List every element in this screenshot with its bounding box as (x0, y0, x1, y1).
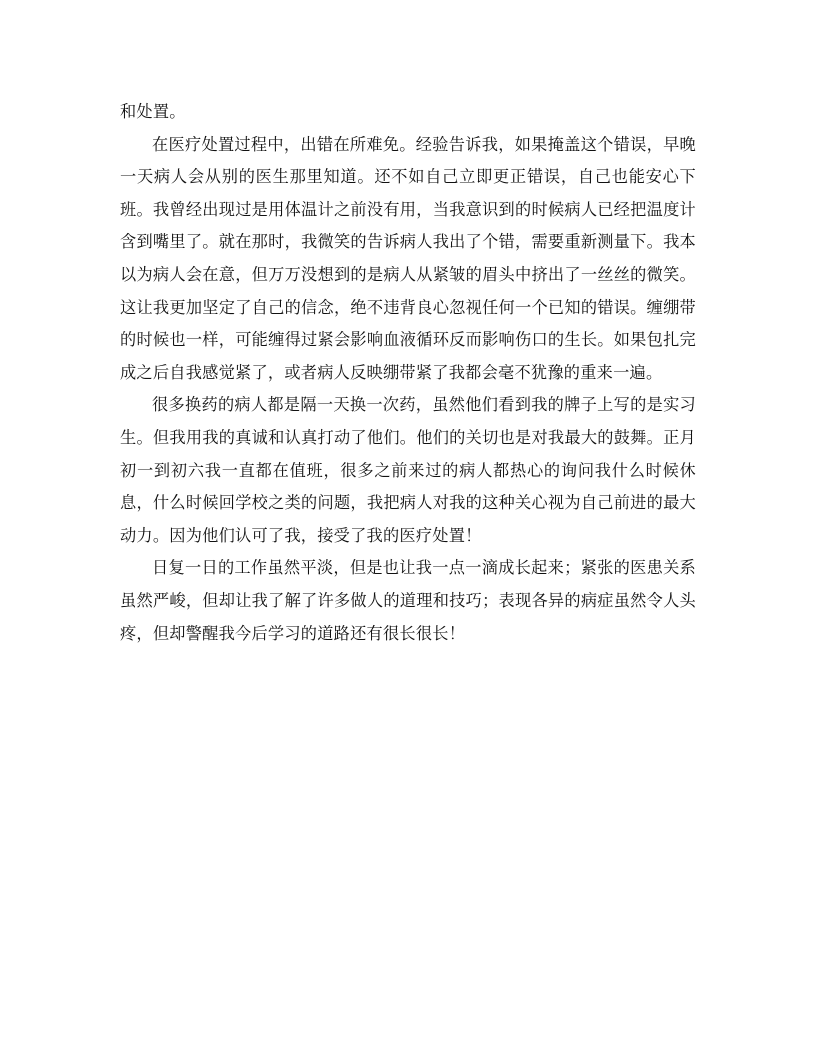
paragraph-1: 和处置。 (120, 102, 186, 121)
paragraph-4: 日复一日的工作虽然平淡，但是也让我一点一滴成长起来；紧张的医患关系虽然严峻，但却让我了解了许多做人的道理和技巧；表现各异的病症虽然令人头疼，但却警醒我今后学习的道路还有很长很长！ (120, 558, 696, 643)
document-body (120, 96, 696, 650)
paragraph-2: 在医疗处置过程中，出错在所难免。经验告诉我，如果掩盖这个错误，早晚一天病人会从别的医生那里知道。还不如自己立即更正错误，自己也能安心下班。我曾经出现过是用体温计之前没有用，当我意识到的时候病人已经把温度计含到嘴里了。就在那时，我微笑的告诉病人我出了个错，需要重新测量下。我本以为病人会在意，但万万没想到的是病人从紧皱的眉头中挤出了一丝丝的微笑。这让我更加坚定了自己的信念，绝不违背良心忽视任何一个已知的错误。缠绷带的时候也一样，可能缠得过紧会影响血液循环反而影响伤口的生长。如果包扎完成之后自我感觉紧了，或者病人反映绷带紧了我都会毫不犹豫的重来一遍。 (120, 134, 696, 382)
paragraph-3: 很多换药的病人都是隔一天换一次药，虽然他们看到我的牌子上写的是实习生。但我用我的真诚和认真打动了他们。他们的关切也是对我最大的鼓舞。正月初一到初六我一直都在值班，很多之前来过的病人都热心的询问我什么时候休息，什么时候回学校之类的问题，我把病人对我的这种关心视为自己前进的最大动力。因为他们认可了我，接受了我的医疗处置！ (120, 395, 696, 545)
